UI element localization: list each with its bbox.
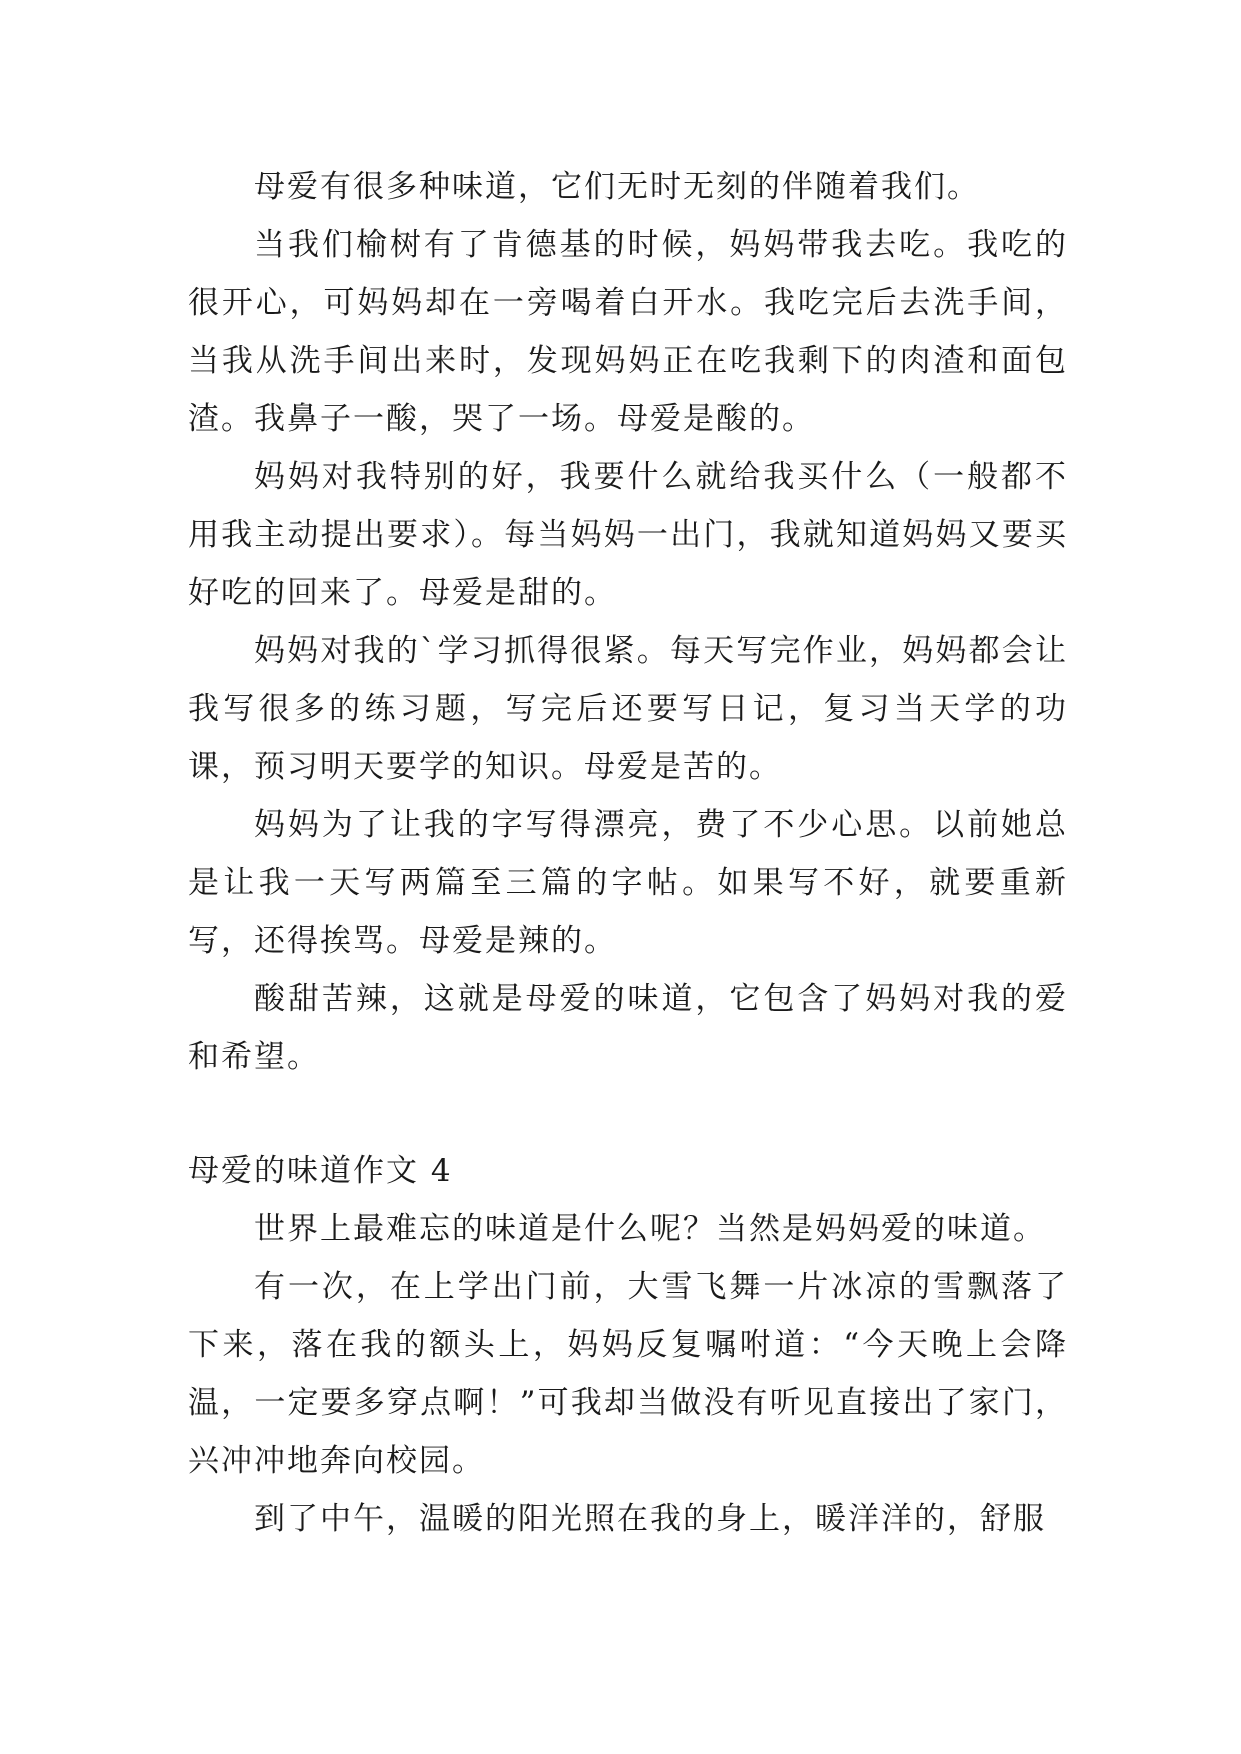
- paragraph: 当我们榆树有了肯德基的时候，妈妈带我去吃。我吃的很开心，可妈妈却在一旁喝着白开水。我吃完后去洗手间，当我从洗手间出来时，发现妈妈正在吃我剩下的肉渣和面包渣。我鼻子一酸，哭了一场。母爱是酸的。: [188, 227, 1068, 437]
- paragraph: 妈妈对我特别的好，我要什么就给我买什么（一般都不用我主动提出要求）。每当妈妈一出门，我就知道妈妈又要买好吃的回来了。母爱是甜的。: [188, 459, 1068, 611]
- paragraph: 到了中午，温暖的阳光照在我的身上，暖洋洋的，舒服: [254, 1501, 1046, 1537]
- paragraph: 有一次，在上学出门前，大雪飞舞一片冰凉的雪飘落了下来，落在我的额头上，妈妈反复嘱咐道：“今天晚上会降温，一定要多穿点啊！”可我却当做没有听见直接出了家门，兴冲冲地奔向校园。: [188, 1269, 1068, 1479]
- section-heading: 母爱的味道作文 4: [188, 1153, 453, 1189]
- paragraph: 母爱有很多种味道，它们无时无刻的伴随着我们。: [254, 169, 980, 205]
- paragraph: 酸甜苦辣，这就是母爱的味道，它包含了妈妈对我的爱和希望。: [188, 981, 1068, 1075]
- paragraph: 妈妈为了让我的字写得漂亮，费了不少心思。以前她总是让我一天写两篇至三篇的字帖。如果写不好，就要重新写，还得挨骂。母爱是辣的。: [188, 807, 1068, 959]
- paragraph: 世界上最难忘的味道是什么呢？当然是妈妈爱的味道。: [254, 1211, 1046, 1247]
- paragraph: 妈妈对我的`学习抓得很紧。每天写完作业，妈妈都会让我写很多的练习题，写完后还要写日记，复习当天学的功课，预习明天要学的知识。母爱是苦的。: [188, 633, 1068, 785]
- document-body: [188, 158, 1068, 1548]
